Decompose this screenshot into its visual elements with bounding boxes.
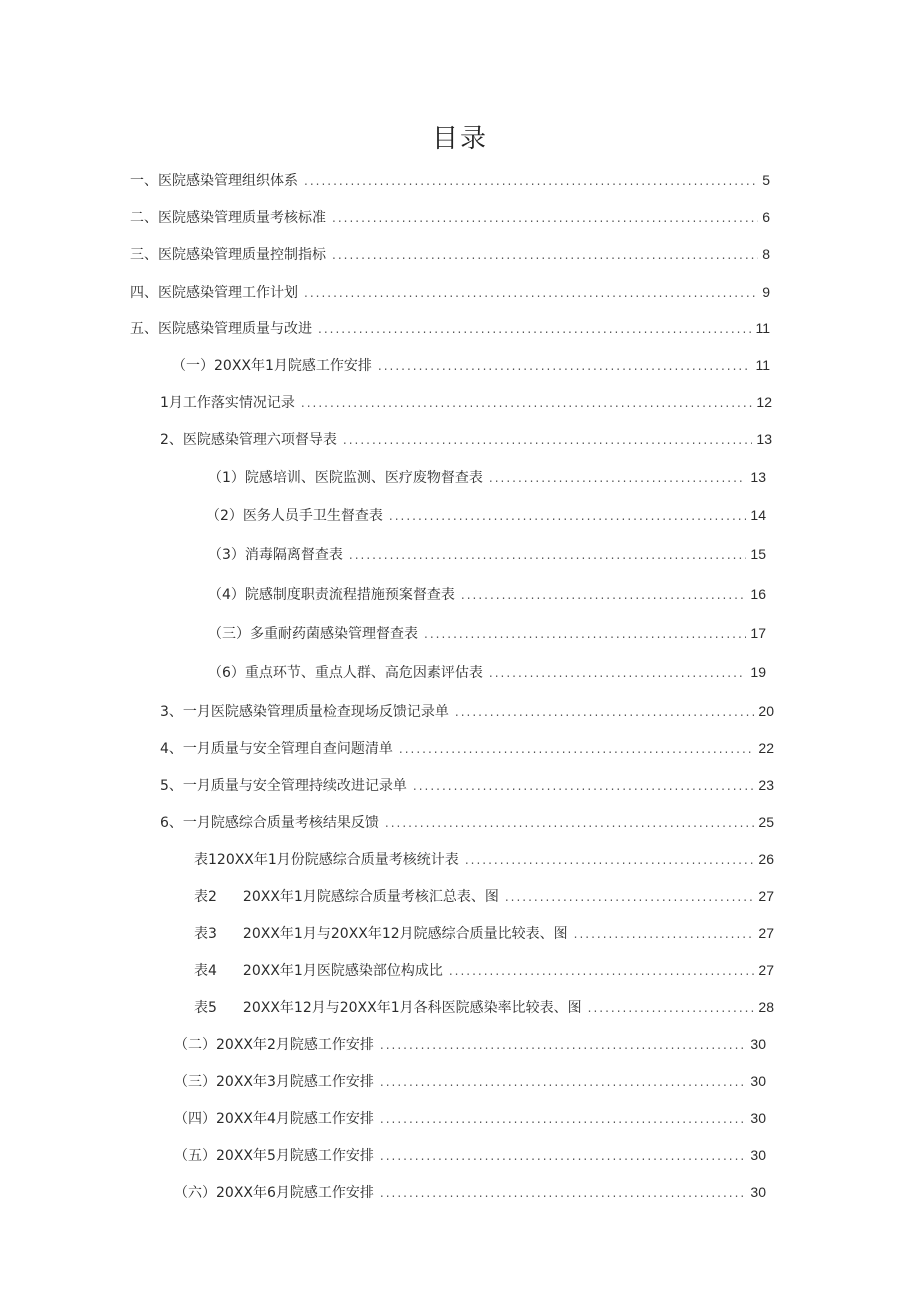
toc-entry-page: 27 — [758, 962, 774, 978]
toc-entry-label — [194, 924, 568, 944]
table-number: 表5 — [194, 1000, 217, 1016]
toc-entry-page: 6 — [762, 209, 770, 225]
toc-entry[interactable] — [194, 849, 774, 870]
toc-entry[interactable] — [130, 282, 770, 303]
toc-entry[interactable] — [174, 1071, 766, 1092]
dot-leader — [574, 924, 755, 944]
toc-entry-label: 1月工作落实情况记录 — [160, 395, 295, 411]
dot-leader — [449, 961, 755, 981]
dot-leader — [318, 319, 751, 339]
table-caption: 20XX年1月医院感染部位构成比 — [242, 963, 443, 979]
toc-entry-label — [194, 998, 582, 1018]
dot-leader — [588, 998, 755, 1018]
toc-entry-page: 27 — [758, 925, 774, 941]
toc-entry-page: 22 — [758, 740, 774, 756]
table-number: 表2 — [194, 889, 217, 905]
dot-leader — [424, 624, 746, 644]
toc-entry-label: 三、医院感染管理质量控制指标 — [130, 247, 326, 263]
toc-entry[interactable] — [130, 318, 770, 339]
toc-entry-page: 19 — [750, 664, 766, 680]
toc-entry-page: 30 — [750, 1184, 766, 1200]
toc-entry-label: （1）院感培训、医院监测、医疗废物督查表 — [208, 470, 483, 486]
toc-entry-page: 26 — [758, 851, 774, 867]
toc-entry-page: 28 — [758, 999, 774, 1015]
toc-entry[interactable] — [160, 775, 774, 796]
toc-entry-page: 17 — [750, 625, 766, 641]
dot-leader — [505, 887, 755, 907]
toc-entry-page: 13 — [750, 469, 766, 485]
table-caption: 20XX年1月院感综合质量考核汇总表、图 — [242, 889, 499, 905]
toc-entry[interactable] — [160, 812, 774, 833]
toc-entry[interactable] — [174, 1034, 766, 1055]
toc-entry-page: 30 — [750, 1036, 766, 1052]
toc-entry-page: 13 — [756, 431, 772, 447]
toc-entry-label: 6、一月院感综合质量考核结果反馈 — [160, 815, 379, 831]
toc-entry[interactable] — [194, 960, 774, 981]
dot-leader — [301, 393, 753, 413]
dot-leader — [489, 663, 747, 683]
dot-leader — [399, 739, 755, 759]
toc-entry-label: （6）重点环节、重点人群、高危因素评估表 — [208, 665, 483, 681]
toc-entry-page: 27 — [758, 888, 774, 904]
dot-leader — [385, 813, 755, 833]
toc-entry[interactable] — [194, 997, 774, 1018]
toc-entry-label: 5、一月质量与安全管理持续改进记录单 — [160, 778, 407, 794]
dot-leader — [413, 776, 755, 796]
toc-entry-page: 12 — [756, 394, 772, 410]
dot-leader — [380, 1183, 747, 1203]
toc-entry[interactable] — [130, 207, 770, 228]
toc-entry-label: （2）医务人员手卫生督查表 — [206, 508, 383, 524]
dot-leader — [332, 245, 758, 265]
toc-entry[interactable] — [160, 392, 772, 413]
dot-leader — [343, 430, 753, 450]
dot-leader — [304, 283, 758, 303]
toc-entry-page: 30 — [750, 1147, 766, 1163]
toc-entry[interactable] — [130, 170, 770, 191]
toc-entry-page: 20 — [758, 703, 774, 719]
toc-entry[interactable] — [174, 1182, 766, 1203]
toc-title: 目录 — [431, 124, 488, 154]
toc-entry[interactable] — [174, 1145, 766, 1166]
dot-leader — [461, 585, 747, 605]
dot-leader — [380, 1109, 747, 1129]
dot-leader — [465, 850, 755, 870]
dot-leader — [349, 545, 747, 565]
toc-entry[interactable] — [208, 623, 766, 644]
toc-entry[interactable] — [208, 662, 766, 683]
toc-entry-label: （六）20XX年6月院感工作安排 — [174, 1185, 374, 1201]
table-number: 表3 — [194, 926, 217, 942]
toc-entry[interactable] — [160, 738, 774, 759]
toc-entry[interactable] — [206, 505, 766, 526]
toc-entry-label: 五、医院感染管理质量与改进 — [130, 321, 312, 337]
dot-leader — [389, 506, 747, 526]
toc-entry-label: （3）消毒隔离督查表 — [208, 547, 343, 563]
toc-entry-label: 二、医院感染管理质量考核标准 — [130, 210, 326, 226]
toc-entry-label: 表120XX年1月份院感综合质量考核统计表 — [194, 852, 459, 868]
dot-leader — [304, 171, 758, 191]
toc-entry[interactable] — [194, 923, 774, 944]
dot-leader — [489, 468, 747, 488]
dot-leader — [378, 356, 752, 376]
toc-entry-label: 2、医院感染管理六项督导表 — [160, 432, 337, 448]
toc-entry-page: 16 — [750, 586, 766, 602]
toc-entry-page: 11 — [755, 320, 770, 336]
table-number: 表4 — [194, 963, 217, 979]
toc-entry-page: 25 — [758, 814, 774, 830]
toc-entry[interactable] — [160, 701, 774, 722]
toc-entry-page: 5 — [762, 172, 770, 188]
toc-entry-page: 8 — [762, 246, 770, 262]
toc-entry-page: 23 — [758, 777, 774, 793]
toc-entry-label — [194, 887, 499, 907]
toc-entry-label: （四）20XX年4月院感工作安排 — [174, 1111, 374, 1127]
dot-leader — [380, 1146, 747, 1166]
toc-entry-label: 一、医院感染管理组织体系 — [130, 173, 298, 189]
toc-entry-label: 四、医院感染管理工作计划 — [130, 285, 298, 301]
toc-entry[interactable] — [130, 244, 770, 265]
toc-entry-label: （三）20XX年3月院感工作安排 — [174, 1074, 374, 1090]
toc-entry-label: （4）院感制度职责流程措施预案督查表 — [208, 587, 455, 603]
dot-leader — [332, 208, 758, 228]
toc-entry-label: 3、一月医院感染管理质量检查现场反馈记录单 — [160, 704, 449, 720]
dot-leader — [380, 1035, 747, 1055]
toc-entry[interactable] — [194, 886, 774, 907]
dot-leader — [380, 1072, 747, 1092]
toc-entry-page: 9 — [762, 284, 770, 300]
toc-entry-label: （三）多重耐药菌感染管理督查表 — [208, 626, 418, 642]
toc-entry-page: 30 — [750, 1073, 766, 1089]
toc-entry[interactable] — [174, 1108, 766, 1129]
toc-entry[interactable] — [208, 584, 766, 605]
toc-entry-page: 15 — [750, 546, 766, 562]
toc-entry-label: （五）20XX年5月院感工作安排 — [174, 1148, 374, 1164]
toc-entry[interactable] — [208, 544, 766, 565]
toc-entry-label — [194, 961, 443, 981]
toc-entry-page: 14 — [750, 507, 766, 523]
toc-entry[interactable] — [172, 355, 770, 376]
toc-entry-page: 11 — [755, 357, 770, 373]
toc-entry-label: 4、一月质量与安全管理自查问题清单 — [160, 741, 393, 757]
toc-entry-label: （二）20XX年2月院感工作安排 — [174, 1037, 374, 1053]
table-caption: 20XX年12月与20XX年1月各科医院感染率比较表、图 — [242, 1000, 582, 1016]
toc-entry[interactable] — [160, 429, 772, 450]
dot-leader — [455, 702, 755, 722]
toc-entry[interactable] — [208, 467, 766, 488]
toc-entry-page: 30 — [750, 1110, 766, 1126]
toc-entry-label: （一）20XX年1月院感工作安排 — [172, 358, 372, 374]
table-caption: 20XX年1月与20XX年12月院感综合质量比较表、图 — [242, 926, 568, 942]
